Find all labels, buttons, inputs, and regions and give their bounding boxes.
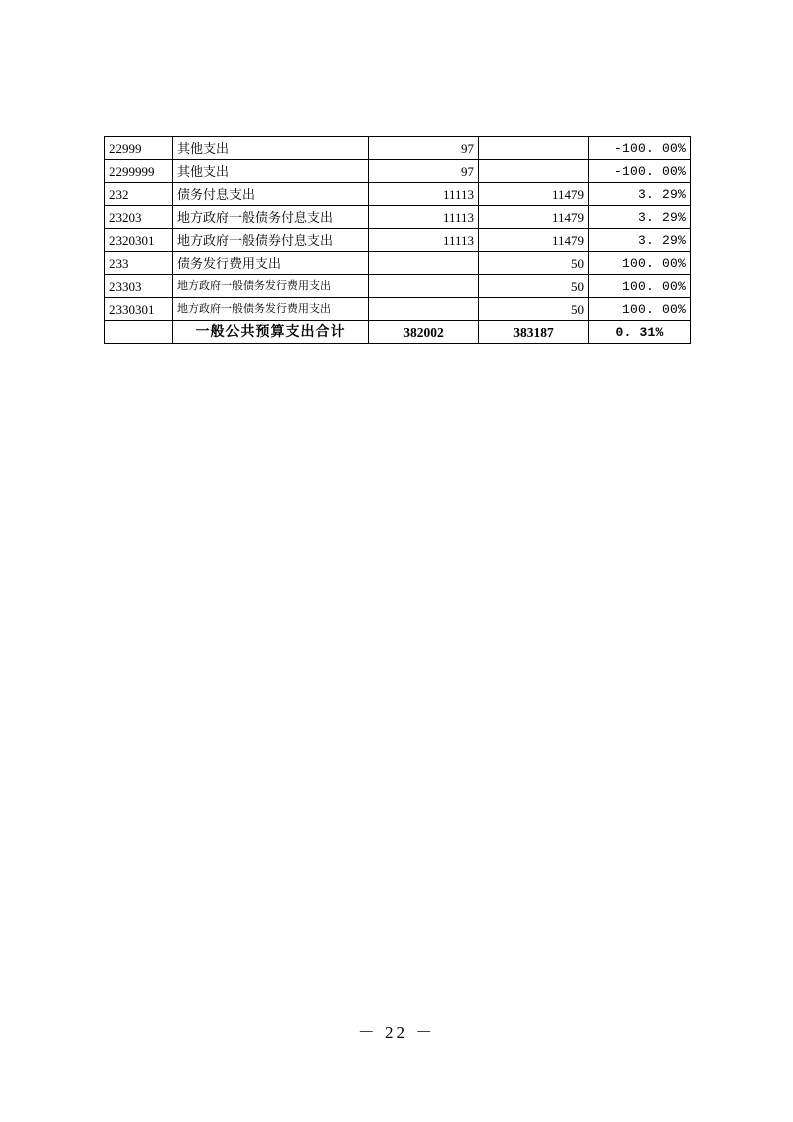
row-current-value: 50: [479, 298, 589, 321]
row-name: 地方政府一般债务发行费用支出: [173, 275, 369, 298]
row-code: 232: [105, 183, 173, 206]
row-growth-rate: 3. 29%: [589, 206, 691, 229]
table-row: [105, 160, 691, 183]
row-code: 233: [105, 252, 173, 275]
table-row: [105, 275, 691, 298]
row-code: 2320301: [105, 229, 173, 252]
row-current-value: [479, 160, 589, 183]
page-number: － 22 －: [357, 1023, 436, 1042]
row-current-value: 50: [479, 275, 589, 298]
row-growth-rate: 3. 29%: [589, 183, 691, 206]
row-code: 23203: [105, 206, 173, 229]
row-code: 2330301: [105, 298, 173, 321]
row-name: 地方政府一般债务发行费用支出: [173, 298, 369, 321]
total-growth-rate: 0. 31%: [589, 321, 691, 344]
budget-table-container: [104, 136, 690, 344]
row-current-value: 50: [479, 252, 589, 275]
total-code: [105, 321, 173, 344]
row-growth-rate: -100. 00%: [589, 160, 691, 183]
row-previous-value: [369, 275, 479, 298]
table-row: [105, 206, 691, 229]
table-total-row: [105, 321, 691, 344]
row-current-value: 11479: [479, 206, 589, 229]
row-growth-rate: 100. 00%: [589, 252, 691, 275]
row-previous-value: 11113: [369, 183, 479, 206]
table-row: [105, 137, 691, 160]
row-current-value: 11479: [479, 183, 589, 206]
row-name: 债务发行费用支出: [173, 252, 369, 275]
total-previous-value: 382002: [369, 321, 479, 344]
row-growth-rate: 3. 29%: [589, 229, 691, 252]
row-name: 其他支出: [173, 137, 369, 160]
table-row: [105, 183, 691, 206]
row-growth-rate: -100. 00%: [589, 137, 691, 160]
table-row: [105, 229, 691, 252]
row-previous-value: [369, 252, 479, 275]
row-code: 22999: [105, 137, 173, 160]
row-name: 地方政府一般债务付息支出: [173, 206, 369, 229]
row-name: 地方政府一般债券付息支出: [173, 229, 369, 252]
row-current-value: [479, 137, 589, 160]
row-previous-value: 97: [369, 137, 479, 160]
row-code: 2299999: [105, 160, 173, 183]
row-current-value: 11479: [479, 229, 589, 252]
total-label: 一般公共预算支出合计: [173, 321, 369, 344]
row-previous-value: [369, 298, 479, 321]
row-name: 债务付息支出: [173, 183, 369, 206]
total-current-value: 383187: [479, 321, 589, 344]
table-row: [105, 298, 691, 321]
budget-expenditure-table: [104, 136, 691, 344]
table-row: [105, 252, 691, 275]
row-previous-value: 11113: [369, 229, 479, 252]
row-growth-rate: 100. 00%: [589, 298, 691, 321]
row-code: 23303: [105, 275, 173, 298]
row-growth-rate: 100. 00%: [589, 275, 691, 298]
row-name: 其他支出: [173, 160, 369, 183]
row-previous-value: 11113: [369, 206, 479, 229]
table-body: [105, 137, 691, 344]
row-previous-value: 97: [369, 160, 479, 183]
